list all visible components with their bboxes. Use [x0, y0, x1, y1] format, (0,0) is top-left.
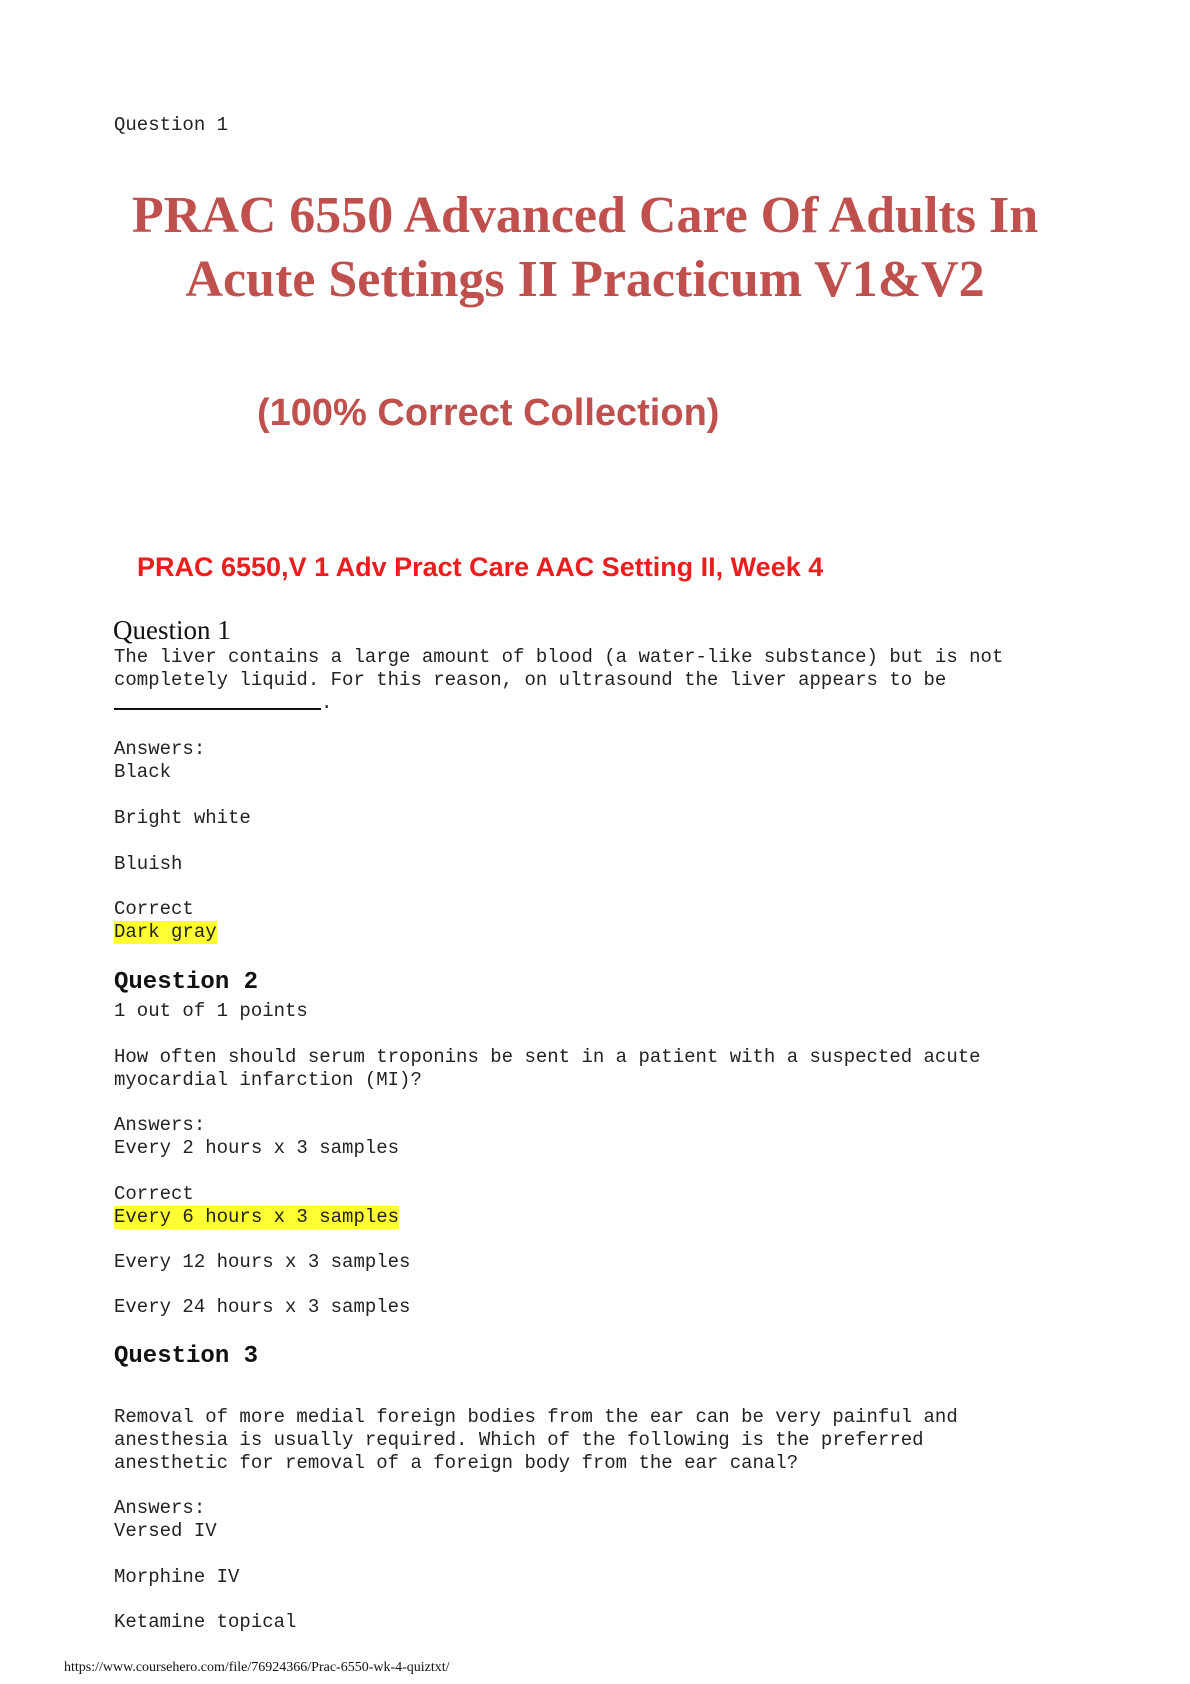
q3-answer-3: Ketamine topical [114, 1611, 297, 1633]
header-question-label: Question 1 [114, 114, 229, 136]
q2-text-line2: myocardial infarction (MI)? [114, 1069, 422, 1091]
q1-answer-2: Bright white [114, 807, 251, 829]
q2-correct-answer: Every 6 hours x 3 samples [114, 1206, 400, 1228]
q3-heading: Question 3 [114, 1343, 259, 1370]
document-title [40, 184, 1130, 312]
q3-answer-2: Morphine IV [114, 1566, 240, 1588]
q2-heading: Question 2 [114, 969, 259, 996]
q1-answer-1: Black [114, 761, 172, 783]
q3-text-line2: anesthesia is usually required. Which of the following is the preferred [114, 1429, 924, 1451]
footer-source-url[interactable]: https://www.coursehero.com/file/76924366/Prac-6550-wk-4-quiztxt/ [64, 1660, 450, 1675]
q1-text-line2: completely liquid. For this reason, on ultrasound the liver appears to be [114, 669, 947, 691]
q2-answer-3: Every 12 hours x 3 samples [114, 1251, 411, 1273]
q2-text-line1: How often should serum troponins be sent in a patient with a suspected acute [114, 1046, 981, 1068]
document-title-line1: PRAC 6550 Advanced Care Of Adults In [131, 187, 1039, 244]
q1-text-line1: The liver contains a large amount of blood (a water-like substance) but is not [114, 646, 1004, 668]
q1-heading: Question 1 [113, 615, 231, 645]
q1-correct-answer: Dark gray [114, 921, 217, 943]
q2-answer-1: Every 2 hours x 3 samples [114, 1137, 400, 1159]
q3-answer-1: Versed IV [114, 1520, 217, 1542]
q1-answers-label: Answers: [114, 738, 206, 760]
q3-text-line3: anesthetic for removal of a foreign body from the ear canal? [114, 1452, 799, 1474]
q2-correct-label: Correct [114, 1183, 194, 1205]
q1-answer-3: Bluish [114, 853, 183, 875]
q2-answer-4: Every 24 hours x 3 samples [114, 1296, 411, 1318]
q1-correct-label: Correct [114, 898, 194, 920]
q3-answers-label: Answers: [114, 1497, 206, 1519]
q2-answers-label: Answers: [114, 1114, 206, 1136]
q1-period: . [321, 692, 333, 714]
q1-fill-blank [114, 708, 321, 710]
collection-subtitle: (100% Correct Collection) [257, 392, 720, 434]
document-title-line2: Acute Settings II Practicum V1&V2 [185, 251, 985, 308]
q3-text-line1: Removal of more medial foreign bodies from the ear can be very painful and [114, 1406, 958, 1428]
q2-points: 1 out of 1 points [114, 1000, 308, 1022]
week-title: PRAC 6550,V 1 Adv Pract Care AAC Setting II, Week 4 [137, 552, 824, 582]
